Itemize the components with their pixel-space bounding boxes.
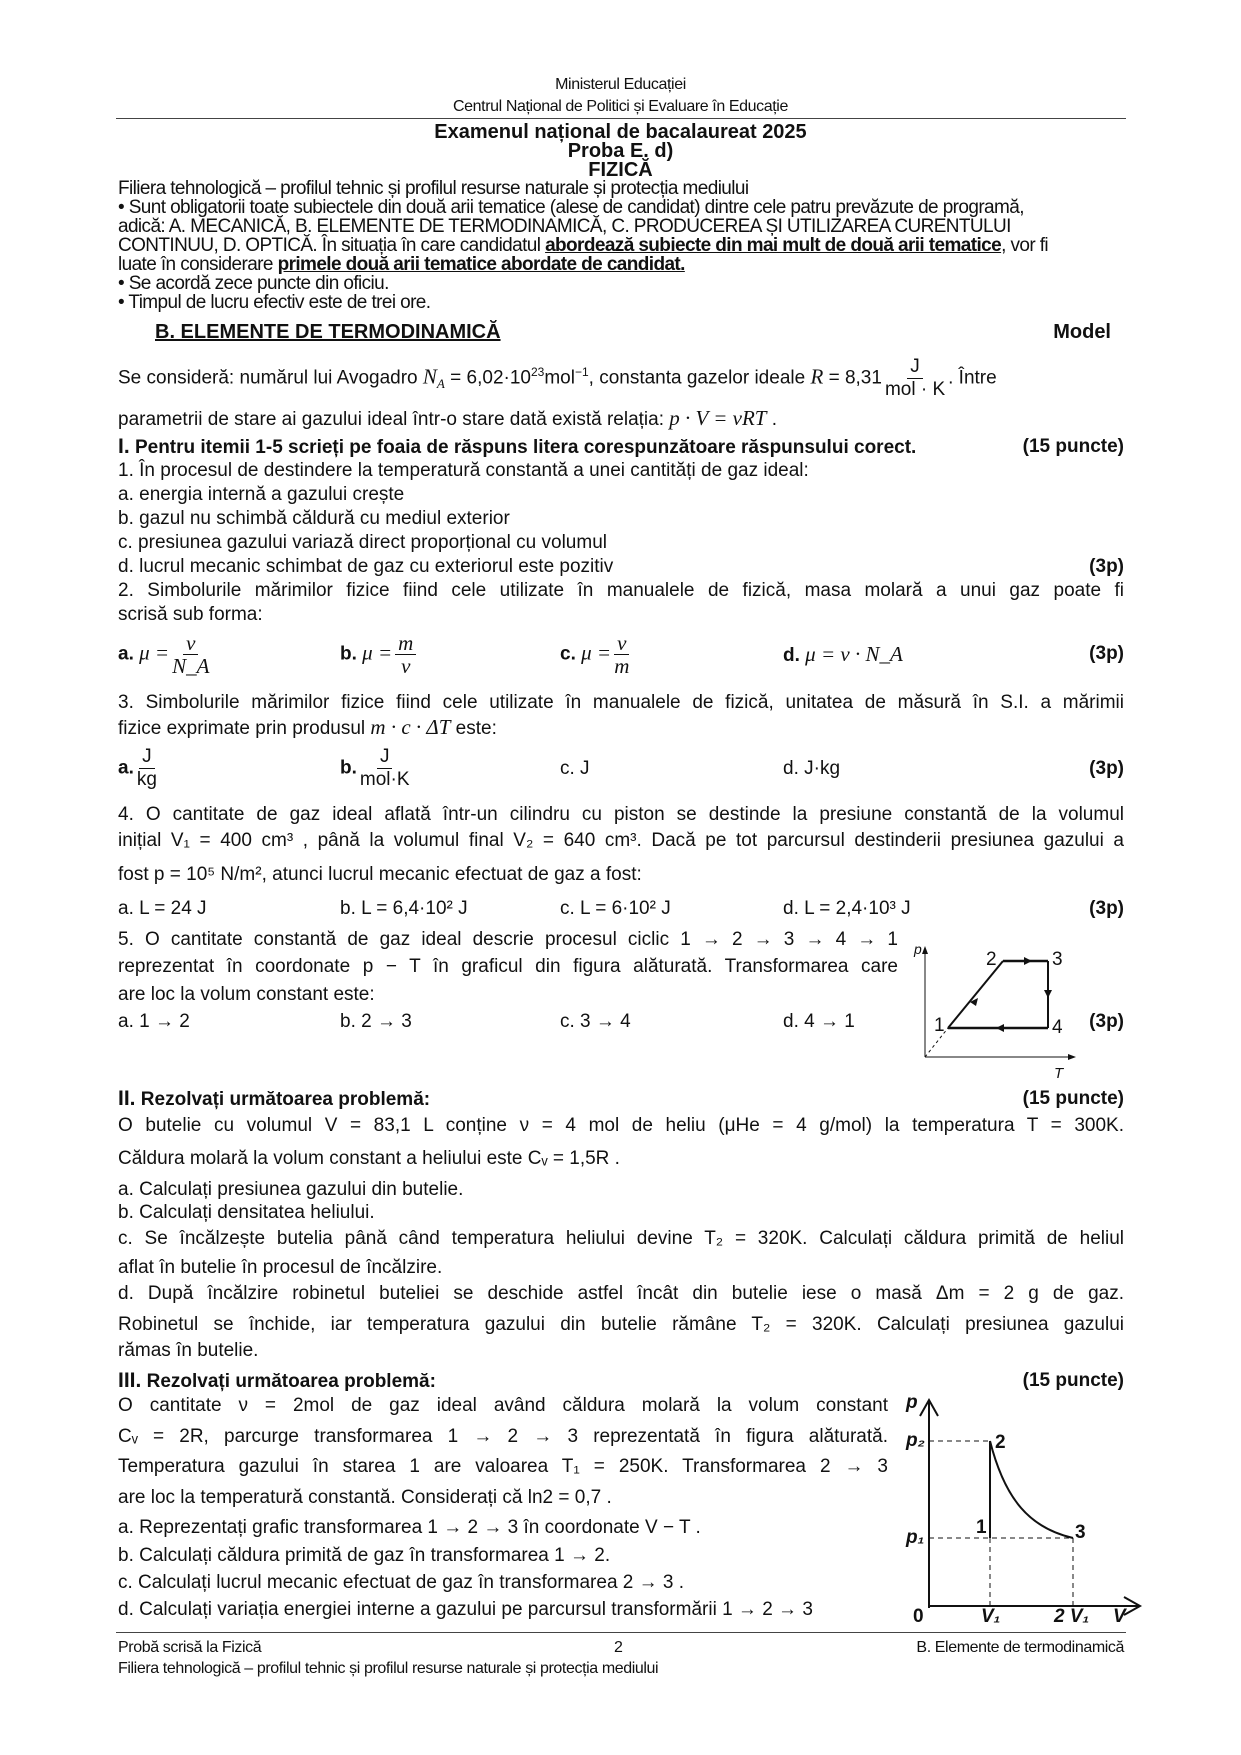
q4-option-a: a. L = 24 J: [118, 898, 207, 919]
q3-text-2: fizice exprimate prin produsul m · c · ΔT este:: [118, 715, 497, 739]
segment-1-2: [948, 961, 1003, 1028]
q4-text-1: 4. O cantitate de gaz ideal aflată într-un cilindru cu piston se destinde la presiune constantă de la volumul: [118, 804, 1124, 825]
q4-option-d: d. L = 2,4·10³ J: [783, 898, 911, 919]
part3-line-3: Temperatura gazului în starea 1 are valoarea T₁ = 250K. Transformarea 2 → 3: [118, 1456, 888, 1477]
instructions-4: luate în considerare primele două arii tematice abordate de candidat.: [118, 254, 685, 275]
pt-point-3: 3: [1052, 949, 1063, 970]
part3-item-b: b. Calculați căldura primită de gaz în transformarea 1 → 2.: [118, 1545, 611, 1566]
q5-option-c: c. 3 → 4: [560, 1011, 631, 1032]
pv-graph-p-label: p: [906, 1392, 918, 1413]
pv-point-1: 1: [976, 1517, 987, 1538]
q3-points: (3p): [1089, 758, 1124, 779]
q2-points: (3p): [1089, 643, 1124, 664]
q2-text-1: 2. Simbolurile mărimilor fizice fiind cele utilizate în manualele de fizică, masa molară a unui gaz poate fi: [118, 580, 1124, 601]
q2-option-d: d. μ = ν · N_A: [783, 642, 903, 666]
track: Filiera tehnologică – profilul tehnic și profilul resurse naturale și protecția mediului: [118, 178, 749, 199]
part3-points: (15 puncte): [1022, 1370, 1124, 1391]
q4-text-2: inițial V₁ = 400 cm³ , până la volumul final V₂ = 640 cm³. Dacă pe tot parcursul destinderii presiunea gazului a: [118, 830, 1124, 851]
part3-item-d: d. Calculați variația energiei interne a gazului pe parcursul transformării 1 → 2 → 3: [118, 1599, 813, 1620]
part2-item-d-2: Robinetul se închide, iar temperatura gazului din butelie rămâne T₂ = 320K. Calculați presiunea gazului: [118, 1314, 1124, 1335]
part3-title: III. Rezolvați următoarea problemă:: [118, 1369, 436, 1392]
part2-line-1: O butelie cu volumul V = 83,1 L conține ν = 4 mol de heliu (μHe = 4 g/mol) la temperatura T = 300K.: [118, 1115, 1124, 1136]
part2-points: (15 puncte): [1022, 1088, 1124, 1109]
pt-graph-t-label: T: [1054, 1065, 1064, 1082]
subject: FIZICĂ: [588, 159, 653, 181]
q3-text-1: 3. Simbolurile mărimilor fizice fiind cele utilizate în manualele de fizică, unitatea de măsură în S.I. a mărimii: [118, 692, 1124, 713]
q5-option-a: a. 1 → 2: [118, 1011, 190, 1032]
pt-graph-p-label: p: [914, 941, 922, 957]
q3-option-d: d. J·kg: [783, 758, 841, 779]
q3-option-a: a. $\frac{J}{kg}$: [118, 746, 157, 790]
q5-text-1: 5. O cantitate constantă de gaz ideal descrie procesul ciclic 1 → 2 → 3 → 4 → 1: [118, 929, 898, 950]
constants-line: Se consideră: numărul lui Avogadro $N_A = 6,02\cdot 10^{23}mol^{-1}$, constanta gazelor ideale R = 8,31 $\frac{J}{\text{mol · K}}$ . Între: [118, 355, 997, 400]
part2-item-d-3: rămas în butelie.: [118, 1340, 259, 1361]
q2-option-c: c. μ = $\frac{\nu}{m}$: [560, 631, 630, 678]
part3-line-1: O cantitate ν = 2mol de gaz ideal având căldura molară la volum constant: [118, 1395, 888, 1416]
ministry: Ministerul Educației: [555, 76, 686, 93]
part3-line-4: are loc la temperatură constantă. Considerați că ln2 = 0,7 .: [118, 1487, 612, 1508]
isotherm-2-3: [990, 1441, 1073, 1538]
pv-graph-2v1-label: 2 V₁: [1054, 1606, 1090, 1627]
pv-graph-origin: 0: [913, 1606, 924, 1627]
q5-option-b: b. 2 → 3: [340, 1011, 412, 1032]
footer-right: B. Elemente de termodinamică: [916, 1639, 1124, 1656]
q1-option-a: a. energia internă a gazului crește: [118, 484, 405, 505]
q1-option-d: d. lucrul mecanic schimbat de gaz cu exteriorul este pozitiv: [118, 556, 614, 577]
ideal-gas-relation: parametrii de stare ai gazului ideal într-o stare dată există relația: p · V = νRT .: [118, 406, 778, 430]
instructions-5: • Se acordă zece puncte din oficiu.: [118, 273, 389, 294]
footer-rule: [116, 1632, 1126, 1633]
footer-left: Probă scrisă la Fizică: [118, 1639, 262, 1656]
pv-graph-v-label: V: [1113, 1606, 1126, 1627]
pt-point-4: 4: [1052, 1017, 1063, 1038]
pv-graph-p1-label: p₁: [906, 1527, 925, 1548]
part2-title: II. Rezolvați următoarea problemă:: [118, 1087, 431, 1110]
q1-points: (3p): [1089, 556, 1124, 577]
pv-point-2: 2: [995, 1432, 1006, 1453]
q4-points: (3p): [1089, 898, 1124, 919]
part1-title: I. Pentru itemii 1-5 scrieți pe foaia de răspuns litera corespunzătoare răspunsului corect.: [118, 435, 917, 458]
part2-item-c-1: c. Se încălzește butelia până când temperatura heliului devine T₂ = 320K. Calculați căldura primită de heliul: [118, 1228, 1124, 1249]
proba: Proba E. d): [567, 140, 674, 162]
q4-text-3: fost p = 10⁵ N/m², atunci lucrul mecanic efectuat de gaz a fost:: [118, 864, 642, 885]
pv-graph-p2-label: p₂: [906, 1430, 925, 1451]
model-label: Model: [1053, 321, 1111, 343]
q1-option-c: c. presiunea gazului variază direct proporțional cu volumul: [118, 532, 607, 553]
pv-point-3: 3: [1075, 1522, 1086, 1543]
q2-text-2: scrisă sub forma:: [118, 604, 263, 625]
part2-item-d-1: d. După încălzire robinetul buteliei se deschide astfel încât din butelie iese o masă Δm = 2 g de gaz.: [118, 1283, 1124, 1304]
part3-line-2: Cᵥ = 2R, parcurge transformarea 1 → 2 → 3 reprezentată în figura alăturată.: [118, 1426, 888, 1447]
pv-graph-v1-label: V₁: [981, 1606, 1001, 1627]
instructions-2: adică: A. MECANICĂ, B. ELEMENTE DE TERMODINAMICĂ, C. PRODUCEREA ȘI UTILIZAREA CURENTULUI: [118, 216, 1011, 237]
pt-point-1: 1: [934, 1015, 945, 1036]
q1-option-b: b. gazul nu schimbă căldură cu mediul exterior: [118, 508, 510, 529]
q3-option-c: c. J: [560, 758, 590, 779]
instructions-6: • Timpul de lucru efectiv este de trei ore.: [118, 292, 431, 313]
q5-text-3: are loc la volum constant este:: [118, 984, 375, 1005]
q2-option-a: a. μ = $\frac{\nu}{N\_A}$: [118, 631, 210, 678]
part2-item-c-2: aflat în butelie în procesul de încălzire.: [118, 1257, 443, 1278]
pt-graph: [925, 950, 1072, 1057]
q5-text-2: reprezentat în coordonate p − T în graficul din figura alăturată. Transformarea care: [118, 956, 898, 977]
part1-points: (15 puncte): [1022, 436, 1124, 457]
section-title: B. ELEMENTE DE TERMODINAMICĂ: [155, 321, 501, 343]
q5-option-d: d. 4 → 1: [783, 1011, 855, 1032]
part3-item-a: a. Reprezentați grafic transformarea 1 → 2 → 3 în coordonate V − T .: [118, 1517, 701, 1538]
q1-text: 1. În procesul de destindere la temperatură constantă a unei cantități de gaz ideal:: [118, 460, 809, 481]
part2-item-b: b. Calculați densitatea heliului.: [118, 1202, 375, 1223]
part3-item-c: c. Calculați lucrul mecanic efectuat de gaz în transformarea 2 → 3 .: [118, 1572, 685, 1593]
instructions-1: • Sunt obligatorii toate subiectele din două arii tematice (alese de candidat) dintre cele patru prevăzute de programă,: [118, 197, 1024, 218]
part2-item-a: a. Calculați presiunea gazului din butelie.: [118, 1179, 464, 1200]
q4-option-b: b. L = 6,4·10² J: [340, 898, 468, 919]
q3-option-b: b. $\frac{J}{\text{mol·K}}$: [340, 746, 410, 790]
center-name: Centrul Național de Politici și Evaluare în Educație: [453, 98, 788, 115]
pv-graph: [920, 1400, 1140, 1615]
direction-arrows: [970, 957, 1052, 1032]
q5-points: (3p): [1089, 1011, 1124, 1032]
q2-option-b: b. μ = $\frac{m}{\nu}$: [340, 632, 419, 677]
instructions-3: CONTINUU, D. OPTICĂ. În situația în care candidatul abordează subiecte din mai mult de două arii tematice, vor fi: [118, 235, 1049, 256]
part2-line-2: Căldura molară la volum constant a heliului este Cᵥ = 1,5R .: [118, 1148, 620, 1169]
page-number: 2: [614, 1639, 623, 1656]
pt-point-2: 2: [986, 949, 997, 970]
q4-option-c: c. L = 6·10² J: [560, 898, 671, 919]
footer-track: Filiera tehnologică – profilul tehnic și profilul resurse naturale și protecția mediului: [118, 1660, 659, 1677]
exam-title: Examenul național de bacalaureat 2025: [434, 121, 807, 143]
